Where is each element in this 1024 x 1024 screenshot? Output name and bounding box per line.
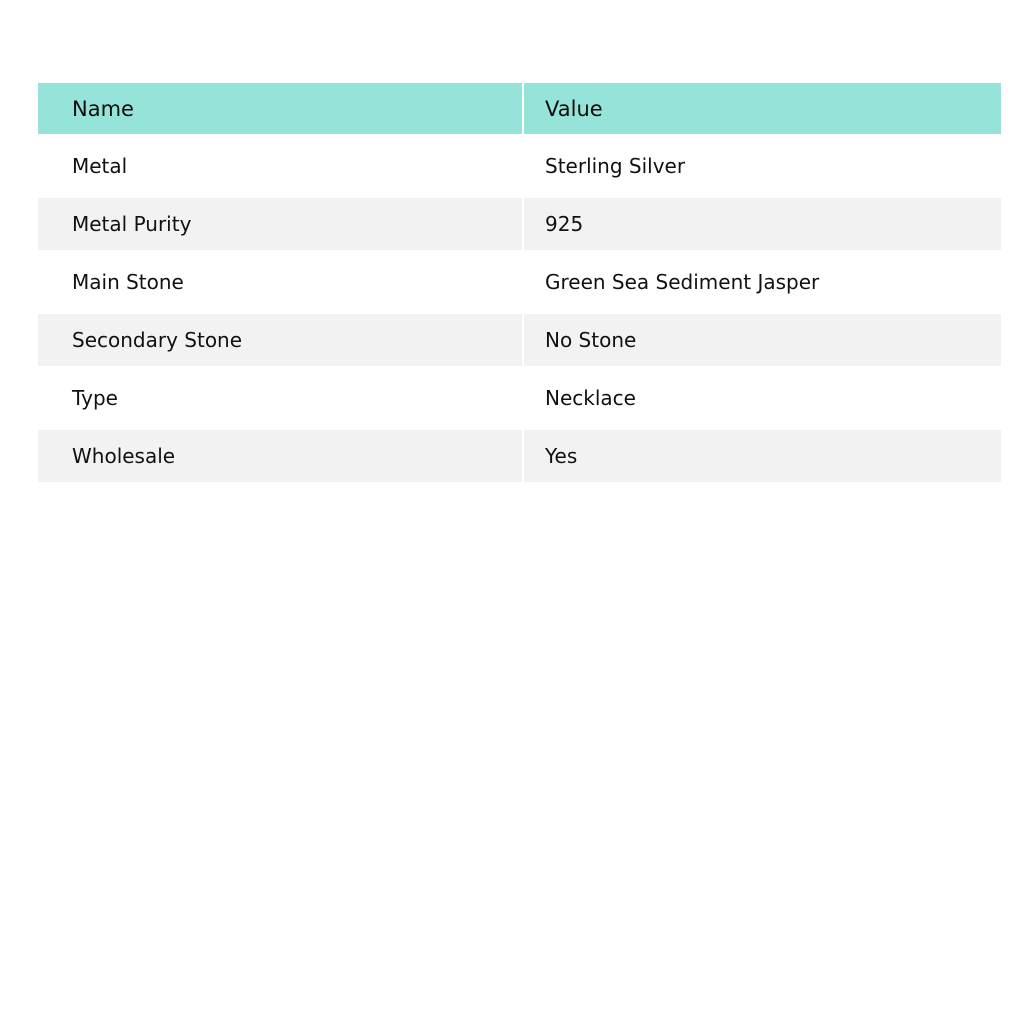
table-header bbox=[38, 83, 1001, 134]
table-row bbox=[38, 198, 1001, 250]
attribute-name-cell: Secondary Stone bbox=[38, 314, 523, 366]
attribute-name-cell: Main Stone bbox=[38, 250, 523, 314]
column-header-value: Value bbox=[523, 83, 1001, 134]
product-attributes-table bbox=[38, 83, 1001, 482]
table-body bbox=[38, 134, 1001, 482]
table-row bbox=[38, 250, 1001, 314]
attribute-value-cell: 925 bbox=[523, 198, 1001, 250]
table-row bbox=[38, 314, 1001, 366]
attribute-name-cell: Metal bbox=[38, 134, 523, 198]
column-header-name: Name bbox=[38, 83, 523, 134]
attribute-value-cell: No Stone bbox=[523, 314, 1001, 366]
header-row bbox=[38, 83, 1001, 134]
attribute-value-cell: Yes bbox=[523, 430, 1001, 482]
attribute-value-cell: Necklace bbox=[523, 366, 1001, 430]
attribute-name-cell: Type bbox=[38, 366, 523, 430]
attribute-name-cell: Metal Purity bbox=[38, 198, 523, 250]
table-row bbox=[38, 430, 1001, 482]
table-row bbox=[38, 134, 1001, 198]
attribute-value-cell: Green Sea Sediment Jasper bbox=[523, 250, 1001, 314]
attribute-name-cell: Wholesale bbox=[38, 430, 523, 482]
attribute-value-cell: Sterling Silver bbox=[523, 134, 1001, 198]
table-row bbox=[38, 366, 1001, 430]
